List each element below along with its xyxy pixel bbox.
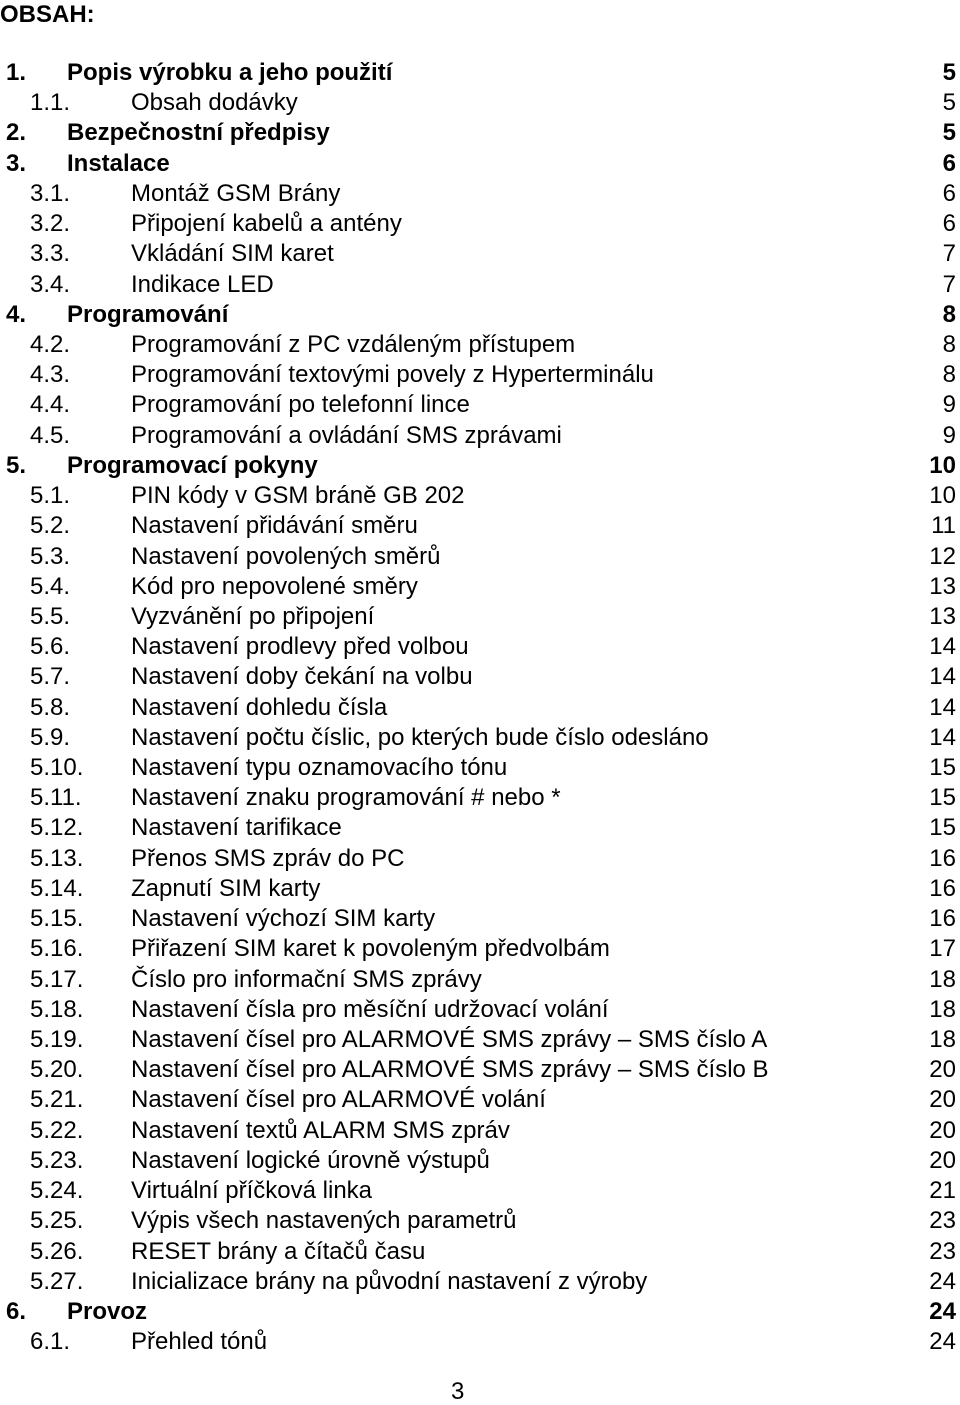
toc-entry-number: 5.1. (30, 482, 71, 510)
toc-entry-title: Montáž GSM Brány (131, 179, 341, 207)
toc-entry-number: 3.2. (30, 210, 71, 238)
toc-entry (0, 481, 958, 511)
toc-entry-title: Nastavení textů ALARM SMS zpráv (131, 1116, 510, 1144)
toc-entry (0, 421, 958, 451)
toc-entry-number: 5.10. (30, 754, 84, 782)
toc-entry-title: Vyzvánění po připojení (131, 602, 375, 630)
toc-entry (0, 270, 958, 300)
toc-entry-title: Nastavení počtu číslic, po kterých bude číslo odesláno (131, 723, 709, 751)
toc-entry-page: 15 (929, 814, 956, 842)
toc-entry-title: Číslo pro informační SMS zprávy (131, 965, 482, 993)
toc-entry-title: Nastavení logické úrovně výstupů (131, 1146, 490, 1174)
toc-entry-number: 5.19. (30, 1026, 84, 1053)
toc-entry (0, 904, 958, 934)
toc-entry-page: 21 (929, 1177, 956, 1205)
toc-entry-title: Instalace (67, 149, 170, 177)
toc-entry-page: 16 (929, 874, 956, 902)
toc-entry (0, 874, 958, 904)
toc-entry-page: 20 (929, 1146, 956, 1174)
toc-entry (0, 723, 958, 753)
toc-entry (0, 995, 958, 1025)
toc-entry-page: 6 (942, 149, 956, 177)
toc-entry-title: Kód pro nepovolené směry (131, 572, 418, 600)
toc-entry-number: 5.27. (30, 1267, 84, 1295)
toc-entry-page: 18 (929, 995, 956, 1023)
toc-entry-title: Přehled tónů (131, 1328, 268, 1356)
toc-entry-title: Přiřazení SIM karet k povoleným předvolbám (131, 935, 610, 963)
toc-entry (0, 1327, 958, 1357)
toc-entry-number: 3. (6, 149, 27, 177)
toc-entry-number: 4. (6, 300, 27, 328)
toc-entry-number: 5. (6, 451, 27, 479)
toc-entry-page: 6 (942, 210, 956, 238)
toc-entry (0, 542, 958, 572)
toc-entry-title: Výpis všech nastavených parametrů (131, 1207, 517, 1235)
toc-entry (0, 1237, 958, 1267)
toc-entry-title: Nastavení výchozí SIM karty (131, 905, 436, 933)
toc-entry-title: Virtuální příčková linka (131, 1177, 373, 1205)
toc-entry-number: 4.3. (30, 361, 71, 389)
toc-entry-title: Nastavení prodlevy před volbou (131, 633, 469, 661)
toc-entry (0, 118, 958, 148)
toc-entry-number: 4.5. (30, 421, 71, 449)
toc-entry-page: 5 (942, 59, 956, 86)
toc-entry-number: 5.11. (30, 784, 82, 812)
toc-entry-title: Nastavení čísel pro ALARMOVÉ SMS zprávy – SMS číslo B (131, 1056, 769, 1084)
toc-entry-title: Programovací pokyny (67, 451, 318, 479)
toc-entry-number: 5.26. (30, 1237, 84, 1265)
toc-entry (0, 813, 958, 843)
toc-entry (0, 934, 958, 964)
toc-entry-number: 5.7. (30, 663, 71, 691)
toc-entry-number: 4.4. (30, 391, 71, 419)
toc-entry-title: Programování textovými povely z Hyperterminálu (131, 361, 654, 389)
toc-entry-page: 18 (929, 1026, 956, 1053)
toc-entry-page: 20 (929, 1086, 956, 1114)
toc-entry-page: 15 (929, 784, 956, 812)
toc-entry-number: 1.1. (30, 89, 71, 117)
toc-entry-title: Nastavení dohledu čísla (131, 693, 388, 721)
toc-entry-page: 13 (929, 572, 956, 600)
toc-entry (0, 58, 958, 88)
toc-entry-number: 5.6. (30, 633, 71, 661)
toc-entry-title: Nastavení čísla pro měsíční udržovací volání (131, 995, 609, 1023)
toc-entry-number: 5.4. (30, 572, 71, 600)
toc-entry-number: 2. (6, 119, 27, 147)
toc-entry (0, 693, 958, 723)
toc-entry-page: 17 (929, 935, 956, 963)
toc-entry (0, 1116, 958, 1146)
toc-entry-page: 18 (929, 965, 956, 993)
toc-entry-page: 24 (929, 1267, 956, 1295)
toc-entry (0, 1297, 958, 1327)
toc-entry-title: Provoz (67, 1297, 148, 1325)
toc-entry (0, 1025, 958, 1055)
toc-entry-number: 5.24. (30, 1177, 84, 1205)
toc-entry-number: 3.3. (30, 240, 71, 268)
toc-entry-page: 12 (929, 542, 956, 570)
toc-entry-number: 5.17. (30, 965, 84, 993)
toc-entry-page: 16 (929, 905, 956, 933)
toc-entry (0, 572, 958, 602)
toc-entry (0, 1146, 958, 1176)
toc-entry-page: 8 (942, 330, 956, 358)
toc-entry-title: Inicializace brány na původní nastavení z výroby (131, 1267, 648, 1295)
toc-entry-page: 13 (929, 602, 956, 630)
toc-entry-number: 5.8. (30, 693, 71, 721)
toc-entry-number: 5.12. (30, 814, 84, 842)
toc-entry-title: Programování z PC vzdáleným přístupem (131, 330, 576, 358)
toc-entry (0, 239, 958, 269)
toc-entry (0, 300, 958, 330)
toc-entry (0, 783, 958, 813)
toc-entry-number: 5.22. (30, 1116, 84, 1144)
toc-entry (0, 1206, 958, 1236)
toc-entry-title: Indikace LED (131, 270, 274, 298)
toc-entry (0, 1055, 958, 1085)
toc-entry-number: 5.14. (30, 874, 84, 902)
toc-entry-title: Připojení kabelů a antény (131, 210, 402, 238)
toc-entry-title: Obsah dodávky (131, 89, 298, 117)
toc-entry-title: Programování po telefonní lince (131, 391, 470, 419)
toc-entry-number: 5.16. (30, 935, 84, 963)
toc-entry-page: 14 (929, 633, 956, 661)
toc-entry-number: 3.4. (30, 270, 71, 298)
toc-entry-number: 5.3. (30, 542, 71, 570)
toc-entry-page: 11 (931, 512, 956, 540)
page-heading: OBSAH: (0, 1, 95, 28)
toc-entry (0, 1267, 958, 1297)
toc-entry-page: 7 (942, 240, 956, 268)
toc-entry-page: 14 (929, 663, 956, 691)
toc-entry-title: Přenos SMS zpráv do PC (131, 844, 405, 872)
toc-entry (0, 209, 958, 239)
toc-entry-title: Popis výrobku a jeho použití (67, 59, 393, 86)
toc-entry-number: 6.1. (30, 1328, 71, 1356)
toc-entry-title: Nastavení přidávání směru (131, 512, 418, 540)
toc-entry-title: Nastavení čísel pro ALARMOVÉ volání (131, 1086, 546, 1114)
toc-entry-page: 20 (929, 1116, 956, 1144)
toc-entry (0, 360, 958, 390)
toc-entry (0, 88, 958, 118)
toc-entry (0, 330, 958, 360)
toc-entry-page: 15 (929, 754, 956, 782)
toc-entry-page: 10 (929, 451, 956, 479)
toc-entry-title: Programování (67, 300, 229, 328)
toc-entry (0, 602, 958, 632)
toc-entry (0, 662, 958, 692)
toc-entry-page: 5 (942, 89, 956, 117)
toc-entry-number: 5.23. (30, 1146, 84, 1174)
toc-entry-title: Zapnutí SIM karty (131, 874, 321, 902)
toc-entry-page: 8 (942, 361, 956, 389)
toc-entry (0, 511, 958, 541)
toc-entry-title: PIN kódy v GSM bráně GB 202 (131, 482, 465, 510)
toc-entry-page: 9 (942, 391, 956, 419)
toc-entry-page: 24 (929, 1328, 956, 1356)
page-number: 3 (451, 1378, 465, 1405)
toc-entry-number: 5.2. (30, 512, 71, 540)
toc-entry-number: 5.25. (30, 1207, 84, 1235)
toc-entry (0, 753, 958, 783)
toc-entry-title: Vkládání SIM karet (131, 240, 334, 268)
toc-entry-title: RESET brány a čítačů času (131, 1237, 426, 1265)
toc-entry (0, 844, 958, 874)
toc-entry-page: 9 (942, 421, 956, 449)
toc-entry-number: 3.1. (30, 179, 71, 207)
toc-entry (0, 451, 958, 481)
toc-entry-page: 23 (929, 1207, 956, 1235)
toc-entry-page: 5 (942, 119, 956, 147)
toc-entry-number: 5.13. (30, 844, 84, 872)
toc-entry-title: Nastavení znaku programování # nebo * (131, 784, 561, 812)
toc-entry-number: 4.2. (30, 330, 71, 358)
toc-entry-title: Nastavení typu oznamovacího tónu (131, 754, 508, 782)
toc-entry-page: 10 (929, 482, 956, 510)
toc-entry (0, 390, 958, 420)
toc-entry (0, 965, 958, 995)
toc-entry-page: 23 (929, 1237, 956, 1265)
toc-entry-title: Nastavení doby čekání na volbu (131, 663, 473, 691)
toc-entry (0, 179, 958, 209)
toc-entry-number: 5.18. (30, 995, 84, 1023)
toc-entry-page: 8 (942, 300, 956, 328)
toc-entry-title: Nastavení povolených směrů (131, 542, 441, 570)
toc-entry-page: 6 (942, 179, 956, 207)
toc-entry (0, 1085, 958, 1115)
toc-entry-page: 16 (929, 844, 956, 872)
toc-entry (0, 1176, 958, 1206)
toc-entry-title: Bezpečnostní předpisy (67, 119, 330, 147)
toc-entry-number: 5.5. (30, 602, 71, 630)
toc-entry (0, 632, 958, 662)
toc-entry-page: 14 (929, 693, 956, 721)
toc-entry-page: 20 (929, 1056, 956, 1084)
toc-entry-number: 5.9. (30, 723, 71, 751)
toc-entry-number: 5.21. (30, 1086, 84, 1114)
table-of-contents (0, 58, 958, 1357)
toc-entry-title: Programování a ovládání SMS zprávami (131, 421, 562, 449)
toc-entry-title: Nastavení čísel pro ALARMOVÉ SMS zprávy – SMS číslo A (131, 1026, 768, 1053)
toc-entry-page: 14 (929, 723, 956, 751)
toc-entry-number: 5.20. (30, 1056, 84, 1084)
toc-entry (0, 149, 958, 179)
toc-entry-number: 1. (6, 59, 27, 86)
toc-entry-page: 7 (942, 270, 956, 298)
toc-entry-page: 24 (929, 1297, 956, 1325)
toc-entry-number: 6. (6, 1297, 27, 1325)
toc-entry-number: 5.15. (30, 905, 84, 933)
toc-entry-title: Nastavení tarifikace (131, 814, 342, 842)
